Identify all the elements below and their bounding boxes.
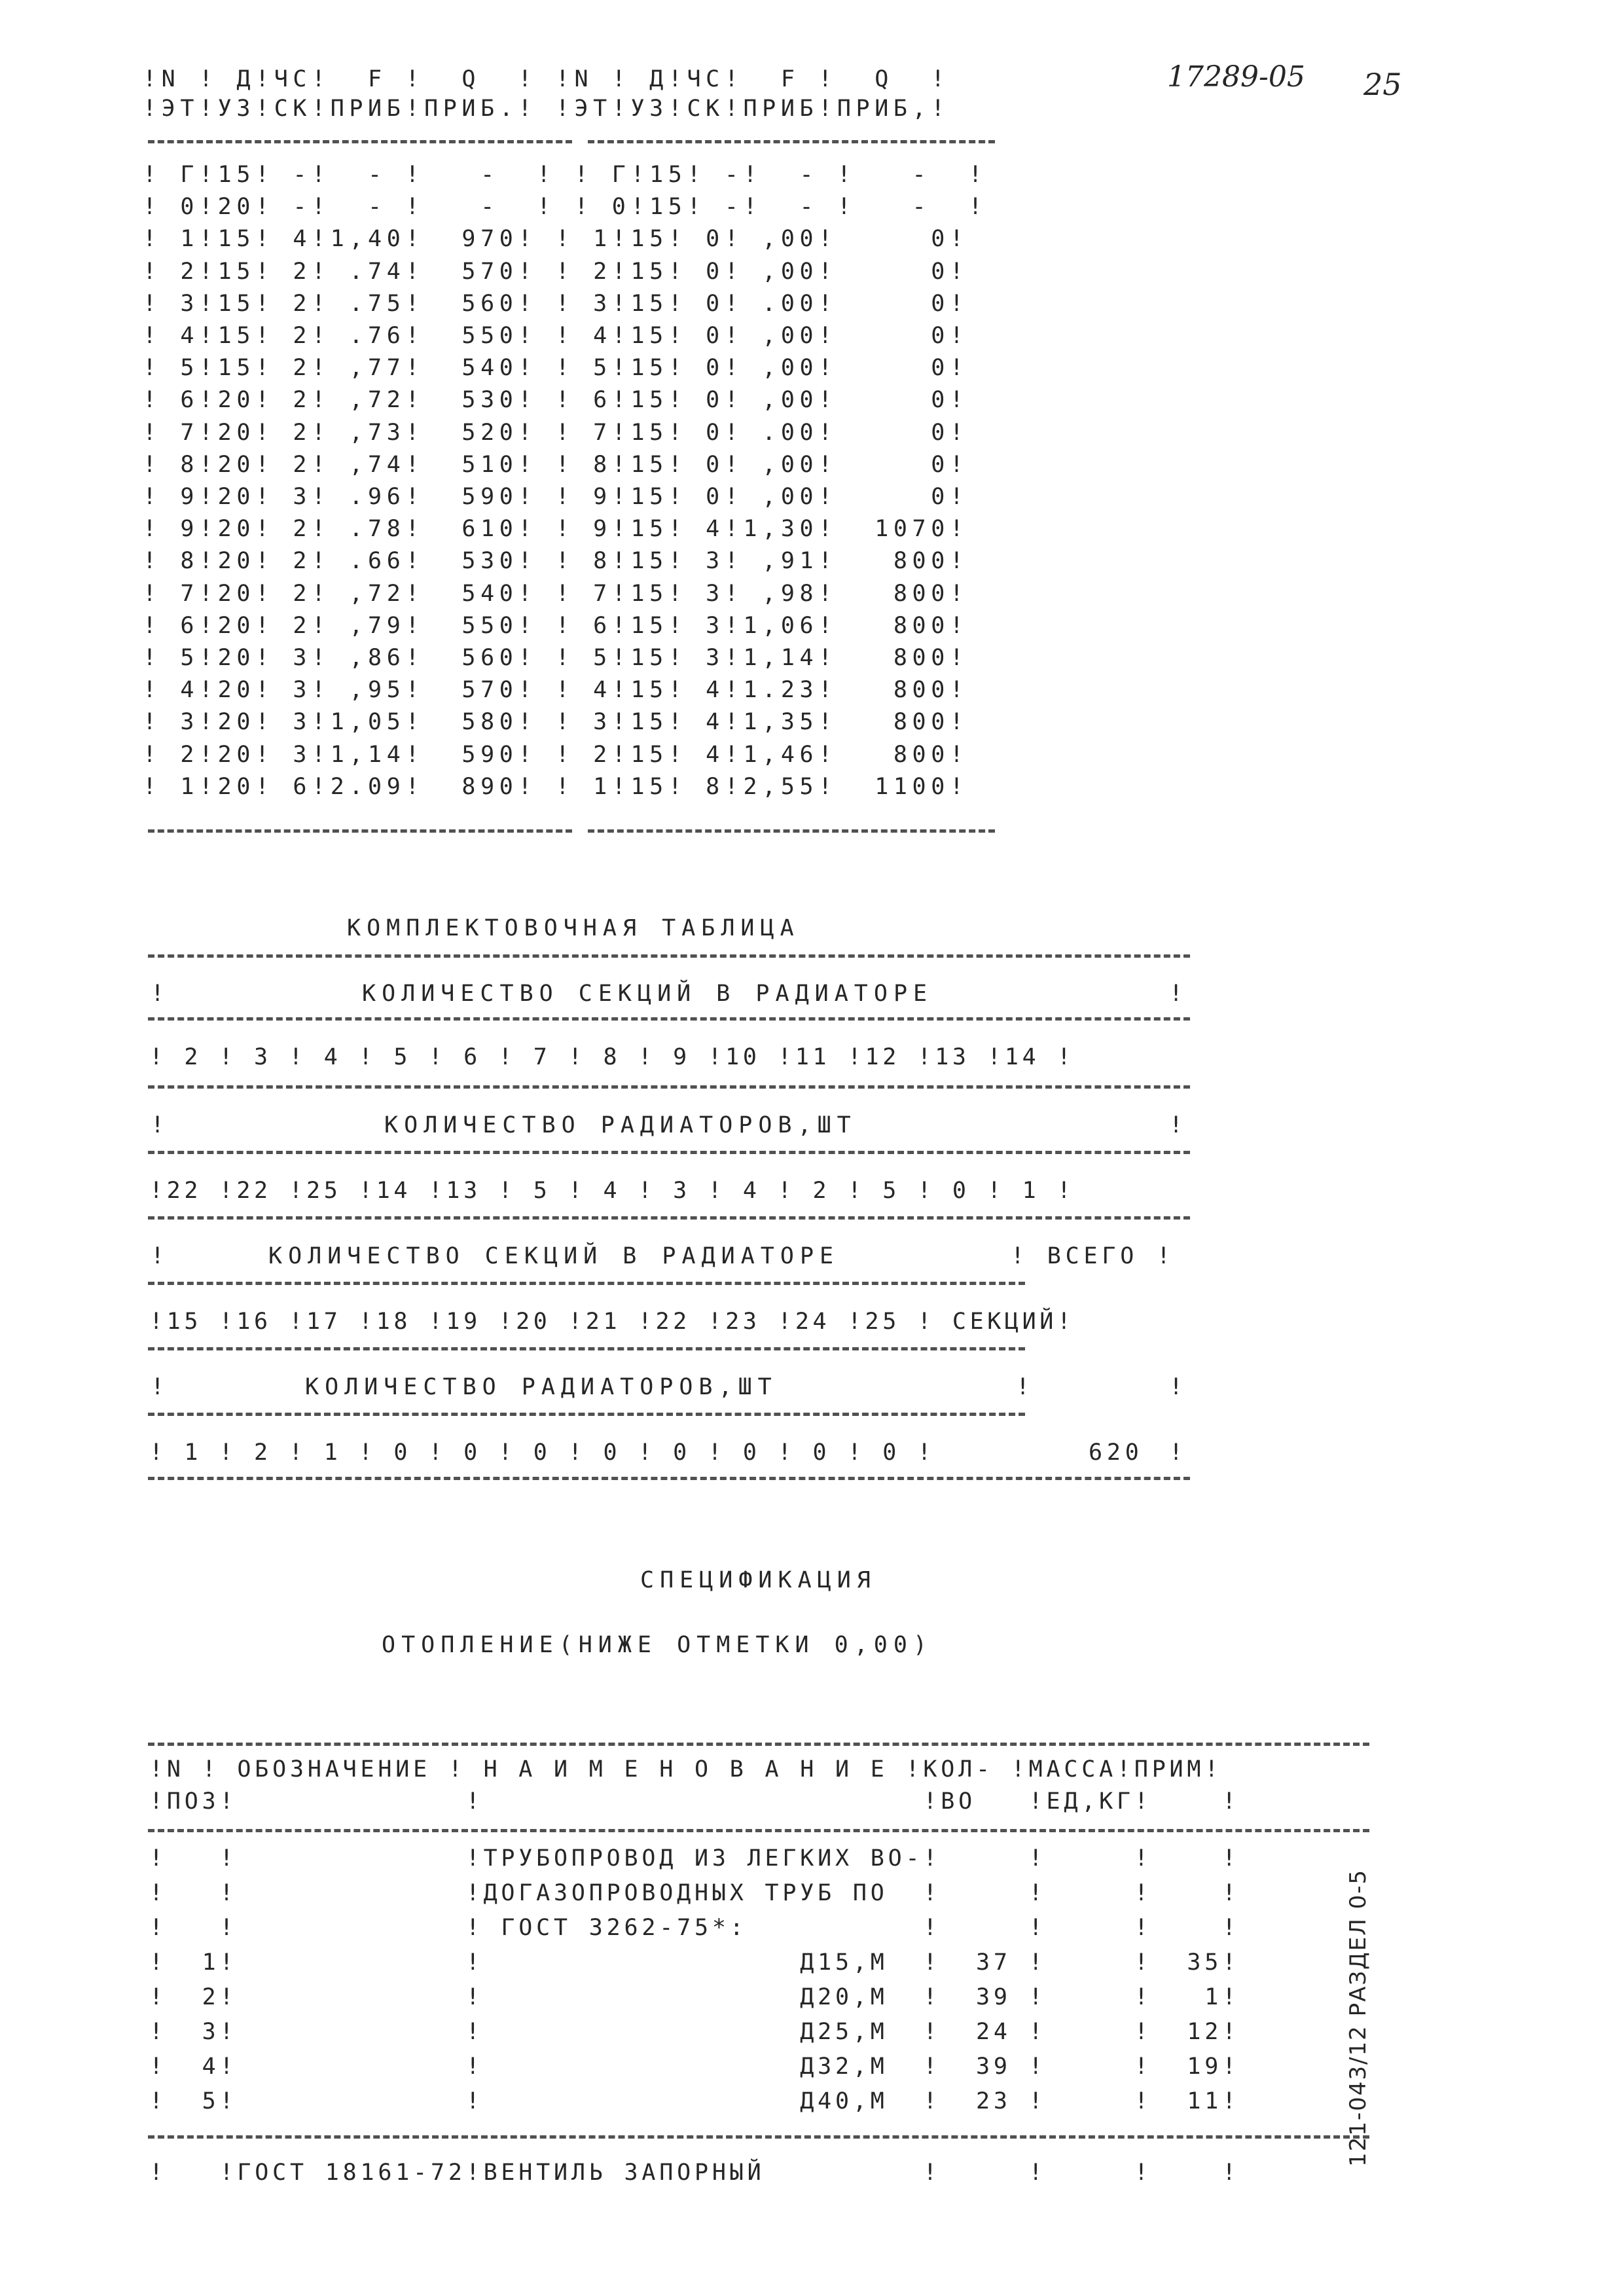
kompl-divider [148, 1085, 1190, 1089]
spec-divider [148, 1829, 1369, 1832]
kompl-bar: ! [1169, 981, 1187, 1007]
spec-row: ! ! ! ГОСТ 3262-75*: ! ! ! ! [149, 1915, 1240, 1941]
spec-row: ! 4! ! Д32,М ! 39 ! ! 19! [149, 2054, 1240, 2080]
table-row: ! 0!20! -! - ! - ! ! 0!15! -! - ! - ! [143, 194, 988, 221]
table-row: ! Г!15! -! - ! - ! ! Г!15! -! - ! - ! [143, 162, 988, 188]
table-row: ! 4!20! 3! ,95! 570! ! 4!15! 4!1.23! 800! [143, 677, 969, 704]
kompl-total-value: 620 [1089, 1439, 1144, 1466]
table-header-row: !N ! Д!ЧС! F ! Q ! !N ! Д!ЧС! F ! Q ! [143, 66, 950, 92]
kompl-bar: ! [151, 1243, 169, 1269]
table-row: ! 8!20! 2! ,74! 510! ! 8!15! 0! ,00! 0! [143, 451, 969, 478]
table-bottom-divider [148, 829, 572, 833]
kompl-divider [148, 1413, 1025, 1416]
kompl-divider [148, 1216, 1190, 1220]
spec-row: ! 3! ! Д25,М ! 24 ! ! 12! [149, 2019, 1240, 2045]
table-row: ! 5!20! 3! ,86! 560! ! 5!15! 3!1,14! 800! [143, 645, 969, 671]
table-row: ! 2!15! 2! .74! 570! ! 2!15! 0! ,00! 0! [143, 258, 969, 285]
header-divider [148, 140, 572, 143]
spec-title: СПЕЦИФИКАЦИЯ [640, 1567, 876, 1593]
table-row: ! 6!20! 2! ,72! 530! ! 6!15! 0! ,00! 0! [143, 387, 969, 414]
kompl-title: КОМПЛЕКТОВОЧНАЯ ТАБЛИЦА [347, 915, 800, 941]
table-row: ! 9!20! 2! .78! 610! ! 9!15! 4!1,30! 1070! [143, 516, 969, 543]
kompl-bar: ! [1169, 1112, 1187, 1138]
table-row: ! 3!15! 2! .75! 560! ! 3!15! 0! .00! 0! [143, 290, 969, 317]
kompl-divider [148, 1282, 1025, 1285]
kompl-bar: ! [1169, 1439, 1187, 1466]
table-row: ! 9!20! 3! .96! 590! ! 9!15! 0! ,00! 0! [143, 484, 969, 510]
spec-row: ! 1! ! Д15,М ! 37 ! ! 35! [149, 1949, 1240, 1976]
spec-row: ! 2! ! Д20,М ! 39 ! ! 1! [149, 1984, 1240, 2010]
kompl-header-sections-2: КОЛИЧЕСТВО СЕКЦИЙ В РАДИАТОРЕ [268, 1243, 840, 1269]
kompl-divider [148, 1477, 1190, 1480]
kompl-bar: ! [151, 1374, 169, 1400]
kompl-header-sections: КОЛИЧЕСТВО СЕКЦИЙ В РАДИАТОРЕ [362, 981, 933, 1007]
table-bottom-divider [588, 829, 995, 833]
table-row: ! 1!20! 6!2.09! 890! ! 1!15! 8!2,55! 1100! [143, 773, 969, 800]
kompl-divider [148, 1151, 1190, 1154]
kompl-bar: ! [151, 1112, 169, 1138]
table-header-row: !ЭТ!УЗ!СК!ПРИБ!ПРИБ.! !ЭТ!УЗ!СК!ПРИБ!ПРИБ,! [143, 96, 950, 122]
kompl-header-radiators-2: КОЛИЧЕСТВО РАДИАТОРОВ,ШТ [305, 1374, 778, 1400]
kompl-sections-row: ! 2 ! 3 ! 4 ! 5 ! 6 ! 7 ! 8 ! 9 !10 !11 !12 !13 !14 ! [149, 1044, 1075, 1070]
kompl-sections-row-2: !15 !16 !17 !18 !19 !20 !21 !22 !23 !24 !25 ! СЕКЦИЙ! [149, 1309, 1075, 1335]
side-stamp: 121-043/12 РАЗДЕЛ 0-5 [1345, 1868, 1371, 2167]
page-number: 25 [1363, 67, 1402, 102]
kompl-divider [148, 954, 1190, 958]
spec-row: ! 5! ! Д40,М ! 23 ! ! 11! [149, 2088, 1240, 2114]
kompl-bar: ! [1016, 1374, 1034, 1400]
header-divider [588, 140, 995, 143]
spec-header-row: !N ! ОБОЗНАЧЕНИЕ ! Н А И М Е Н О В А Н И Е !КОЛ- !МАССА!ПРИМ! [149, 1756, 1223, 1782]
spec-row: ! ! !ТРУБОПРОВОД ИЗ ЛЕГКИХ ВО-! ! ! ! [149, 1845, 1240, 1872]
table-row: ! 1!15! 4!1,40! 970! ! 1!15! 0! ,00! 0! [143, 226, 969, 253]
table-row: ! 5!15! 2! ,77! 540! ! 5!15! 0! ,00! 0! [143, 355, 969, 382]
kompl-radiators-row-2: ! 1 ! 2 ! 1 ! 0 ! 0 ! 0 ! 0 ! 0 ! 0 ! 0 ! 0 ! [149, 1439, 935, 1466]
kompl-bar: ! [151, 981, 169, 1007]
table-row: ! 3!20! 3!1,05! 580! ! 3!15! 4!1,35! 800! [143, 709, 969, 736]
spec-subtitle: ОТОПЛЕНИЕ(НИЖЕ ОТМЕТКИ 0,00) [382, 1632, 933, 1658]
kompl-bar: ! [1169, 1374, 1187, 1400]
doc-number: 17289-05 [1167, 60, 1305, 94]
kompl-radiators-row: !22 !22 !25 !14 !13 ! 5 ! 4 ! 3 ! 4 ! 2 ! 5 ! 0 ! 1 ! [149, 1178, 1075, 1204]
kompl-divider [148, 1347, 1025, 1350]
spec-divider [148, 2135, 1369, 2139]
spec-header-row: !ПОЗ! ! !ВО !ЕД,КГ! ! [149, 1788, 1240, 1815]
table-row: ! 2!20! 3!1,14! 590! ! 2!15! 4!1,46! 800! [143, 741, 969, 768]
spec-divider [148, 1743, 1369, 1746]
table-row: ! 7!20! 2! ,72! 540! ! 7!15! 3! ,98! 800! [143, 580, 969, 607]
kompl-divider [148, 1017, 1190, 1021]
spec-last-row: ! !ГОСТ 18161-72!ВЕНТИЛЬ ЗАПОРНЫЙ ! ! ! ! [149, 2160, 1240, 2186]
table-row: ! 4!15! 2! .76! 550! ! 4!15! 0! ,00! 0! [143, 323, 969, 349]
kompl-total-header: ! ВСЕГО ! [1011, 1243, 1175, 1269]
table-row: ! 7!20! 2! ,73! 520! ! 7!15! 0! .00! 0! [143, 419, 969, 446]
table-row: ! 6!20! 2! ,79! 550! ! 6!15! 3!1,06! 800! [143, 612, 969, 639]
table-row: ! 8!20! 2! .66! 530! ! 8!15! 3! ,91! 800! [143, 548, 969, 575]
kompl-header-radiators: КОЛИЧЕСТВО РАДИАТОРОВ,ШТ [384, 1112, 857, 1138]
spec-row: ! ! !ДОГАЗОПРОВОДНЫХ ТРУБ ПО ! ! ! ! [149, 1880, 1240, 1906]
